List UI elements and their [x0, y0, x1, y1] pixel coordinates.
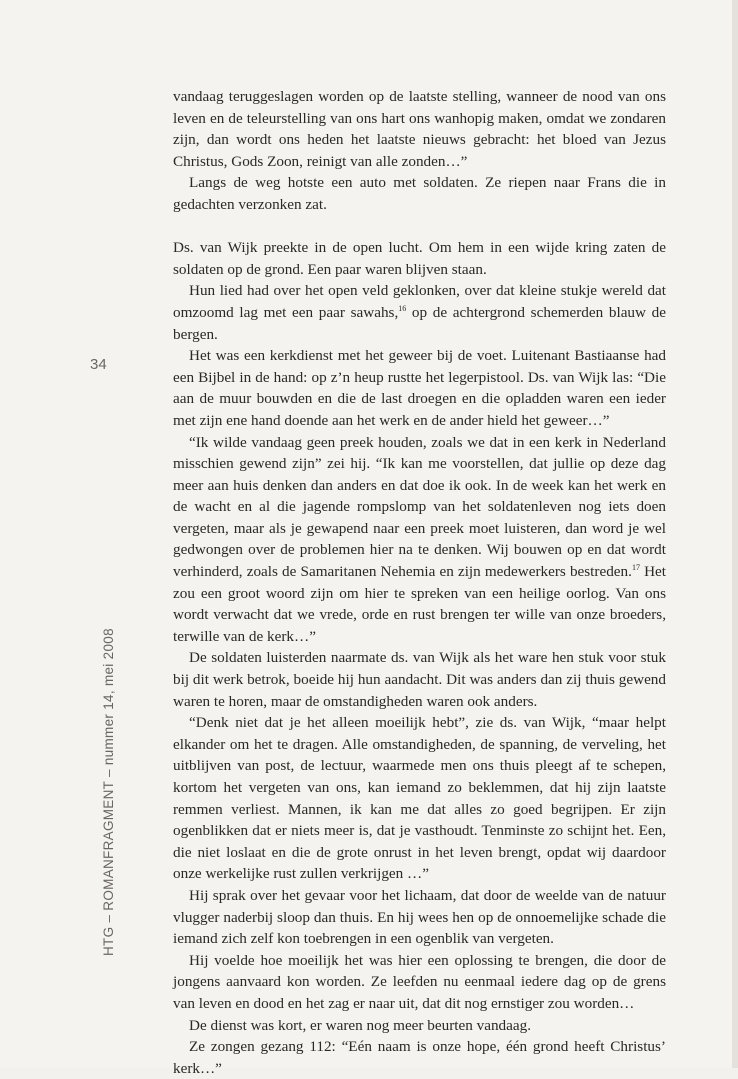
paragraph: Hij sprak over het gevaar voor het lichaam, dat door de weelde van de natuur vlugger naderbij sloop dan thuis. En hij wees hen op de onnoemelijke schade die iemand zich zelf kon toebrengen in een ogenblik van vergeten.: [173, 886, 666, 948]
paragraph: De dienst was kort, er waren nog meer beurten vandaag.: [189, 1016, 532, 1034]
paragraph: “Denk niet dat je het alleen moeilijk hebt”, zie ds. van Wijk, “maar helpt elkander om het te dragen. Alle omstandigheden, de spanning, de verveling, het uitblijven van post, de lectuur, waarmede men ons thuis pleegt af te schepen, kortom het vergeten van ons, kan iemand zo beklemmen, dat hij zijn laatste remmen verliest. Mannen, ik kan me dat alles zo goed begrijpen. Er zijn ogenblikken dat er niets meer is, dat je vasthoudt. Tenminste zo schijnt het. Een, die niet loslaat en die de grote onrust in het leven brengt, opdat wij daardoor onze werkelijke rust zullen verkrijgen …”: [173, 714, 666, 883]
running-footer: HTG – ROMANFRAGMENT – nummer 14, mei 2008: [101, 628, 116, 956]
footnote-marker: 16: [398, 303, 407, 313]
paragraph-text: op de achtergrond schemerden blauw de bergen.: [173, 303, 666, 343]
page-edge: [732, 0, 738, 1068]
paragraph: [173, 432, 666, 648]
paragraph: Het was een kerkdienst met het geweer bij de voet. Luitenant Bastiaanse had een Bijbel in de hand: op z’n heup rustte het legerpistool. Ds. van Wijk las: “Die aan de muur bouwden en die de last droegen en die opladden waren een ieder met zijn ene hand doende aan het werk en de ander hield het geweer…”: [173, 347, 666, 429]
page-number: 34: [90, 356, 107, 373]
paragraph-text: Hun lied had over het open veld geklonken, over dat kleine stukje wereld dat omzoomd lag met een paar sawahs,: [173, 282, 666, 321]
paragraph-text: Het zou een groot woord zijn om hier te spreken van een heilige oorlog. Van ons wordt verwacht dat we vrede, orde en rust brengen ter wille van onze broeders, terwille van de kerk…”: [173, 563, 666, 645]
paragraph: Ze zongen gezang 112: “Eén naam is onze hope, één grond heeft Christus’ kerk…”: [173, 1038, 666, 1077]
paragraph: Ds. van Wijk preekte in de open lucht. Om hem in een wijde kring zaten de soldaten op de grond. Een paar waren blijven staan.: [173, 239, 666, 278]
paragraph: Hij voelde hoe moeilijk het was hier een oplossing te brengen, die door de jongens aanvaard kon worden. Ze leefden nu eenmaal iedere dag op de grens van leven en dood en het zag er naar uit, dat dit nog ernstiger zou worden…: [173, 951, 666, 1012]
footnote-marker: 17: [631, 563, 640, 573]
paragraph: vandaag teruggeslagen worden op de laatste stelling, wanneer de nood van ons leven en de teleurstelling van ons hart ons wanhopig maken, omdat we zondaren zijn, dan wordt ons heden het laatste nieuws gebracht: het bloed van Jezus Christus, Gods Zoon, reinigt van alle zonden…”: [173, 88, 666, 170]
paragraph-text: “Ik wilde vandaag geen preek houden, zoals we dat in een kerk in Nederland misschien gewend zijn” zei hij. “Ik kan me voorstellen, dat jullie op deze dag meer aan huis denken dan anders en dat doe ik ook. In de week kan het werk en de wacht en al die jagende rompslomp van het soldatenleven nog iets doen vergeten, maar als je gewapend naar een preek moet luisteren, dan word je wel gedwongen over de problemen hier na te denken. Wij bouwen op en dat wordt verhinderd, zoals de Samaritanen Nehemia en zijn medewerkers bestreden.: [173, 433, 666, 581]
paragraph: [173, 280, 666, 345]
paragraph: Langs de weg hotste een auto met soldaten. Ze riepen naar Frans die in gedachten verzonken zat.: [173, 174, 666, 213]
body-text: [173, 86, 666, 1079]
paragraph: De soldaten luisterden naarmate ds. van Wijk als het ware hen stuk voor stuk bij dit werk betrok, boeide hij hun aandacht. Dit was anders dan zij thuis gewend waren te horen, maar de omstandigheden waren ook anders.: [173, 649, 666, 710]
